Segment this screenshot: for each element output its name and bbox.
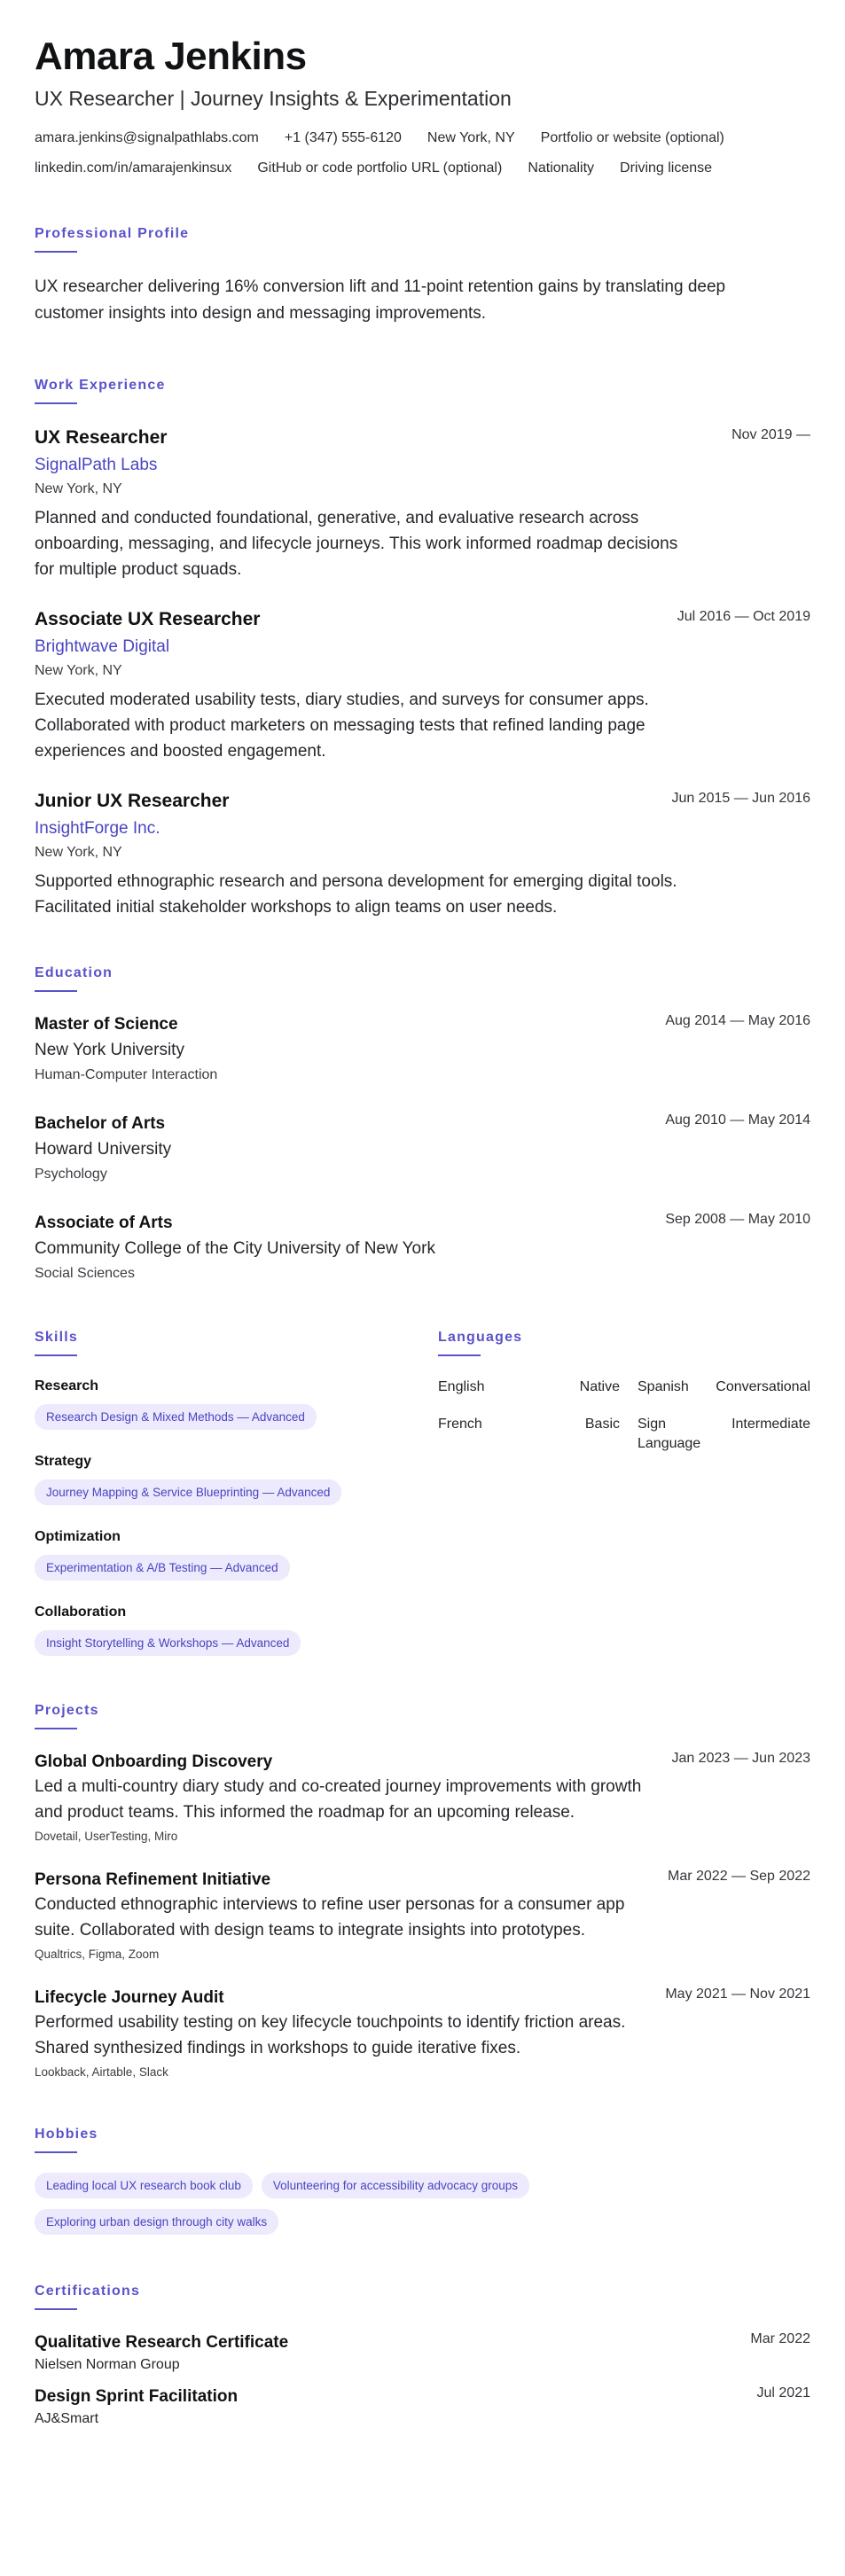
skill-group bbox=[35, 1453, 438, 1505]
profile-section bbox=[35, 225, 810, 327]
candidate-name: Amara Jenkins bbox=[35, 35, 307, 78]
job-description: Executed moderated usability tests, diary studies, and surveys for consumer apps. Collaborated with product marketers on messaging tests that refined landing page experiences and boosted engagement. bbox=[35, 691, 649, 761]
job-entry bbox=[35, 425, 810, 582]
section-rule bbox=[35, 1354, 77, 1356]
certification-issuer: AJ&Smart bbox=[35, 2411, 99, 2426]
education-school: Howard University bbox=[35, 1140, 172, 1159]
contact-email[interactable]: amara.jenkins@signalpathlabs.com bbox=[35, 130, 259, 145]
education-degree: Associate of Arts bbox=[35, 1214, 173, 1232]
language-level: Basic bbox=[584, 1417, 620, 1432]
contact-location: New York, NY bbox=[426, 130, 515, 145]
job-description: Supported ethnographic research and persona development for emerging digital tools. Facilitated initial stakeholder workshops to align teams on user needs. bbox=[35, 872, 677, 917]
skill-chip: Experimentation & A/B Testing — Advanced bbox=[35, 1555, 290, 1581]
hobby-chip: Exploring urban design through city walks bbox=[35, 2209, 278, 2235]
hobbies-section bbox=[35, 2126, 810, 2245]
section-title: Projects bbox=[35, 1703, 99, 1718]
education-school: New York University bbox=[35, 1041, 184, 1059]
languages-section bbox=[438, 1329, 810, 1656]
candidate-headline: UX Researcher | Journey Insights & Experimentation bbox=[35, 87, 512, 110]
language-name: Spanish bbox=[638, 1379, 689, 1394]
education-field: Human-Computer Interaction bbox=[35, 1067, 218, 1082]
certification-name: Design Sprint Facilitation bbox=[35, 2387, 239, 2406]
project-entry bbox=[35, 1987, 810, 2081]
skill-category: Optimization bbox=[35, 1529, 121, 1544]
education-date: Aug 2014 — May 2016 bbox=[665, 1013, 810, 1028]
job-title: Associate UX Researcher bbox=[35, 609, 261, 629]
contact-github[interactable]: GitHub or code portfolio URL (optional) bbox=[257, 160, 503, 176]
skill-category: Research bbox=[35, 1378, 99, 1393]
certification-name: Qualitative Research Certificate bbox=[35, 2333, 289, 2352]
section-title: Work Experience bbox=[35, 378, 166, 393]
job-date: Nov 2019 — bbox=[732, 427, 810, 442]
education-date: Sep 2008 — May 2010 bbox=[665, 1212, 810, 1227]
education-field: Psychology bbox=[35, 1167, 107, 1182]
job-description: Planned and conducted foundational, generative, and evaluative research across onboarding, messaging, and lifecycle journeys. This work informed roadmap decisions for multiple product squads. bbox=[35, 509, 678, 579]
job-location: New York, NY bbox=[35, 481, 122, 496]
project-entry bbox=[35, 1869, 810, 1963]
section-rule bbox=[35, 990, 77, 992]
language-level: Intermediate bbox=[732, 1417, 810, 1432]
language-name: English bbox=[438, 1379, 485, 1394]
hobby-chip: Leading local UX research book club bbox=[35, 2173, 253, 2198]
skill-chip: Insight Storytelling & Workshops — Advanced bbox=[35, 1630, 301, 1656]
job-title: Junior UX Researcher bbox=[35, 791, 230, 811]
section-title: Professional Profile bbox=[35, 226, 190, 241]
section-rule bbox=[35, 1728, 77, 1729]
contact-linkedin[interactable]: linkedin.com/in/amarajenkinsux bbox=[35, 160, 232, 176]
experience-section bbox=[35, 377, 810, 920]
education-date: Aug 2010 — May 2014 bbox=[665, 1112, 810, 1128]
project-date: May 2021 — Nov 2021 bbox=[665, 1987, 810, 2002]
project-tools: Qualtrics, Figma, Zoom bbox=[35, 1948, 160, 1961]
project-description: Performed usability testing on key lifecycle touchpoints to identify friction areas. Shared synthesized findings in workshops to guide iterative fixes. bbox=[35, 2013, 626, 2057]
section-rule bbox=[35, 251, 77, 253]
project-date: Mar 2022 — Sep 2022 bbox=[668, 1869, 810, 1884]
education-entry bbox=[35, 1212, 810, 1284]
skills-section bbox=[35, 1329, 438, 1656]
education-school: Community College of the City University of New York bbox=[35, 1239, 435, 1258]
skill-category: Strategy bbox=[35, 1454, 92, 1469]
project-description: Conducted ethnographic interviews to refine user personas for a consumer app suite. Collaborated with design teams to integrate insights into prototypes. bbox=[35, 1895, 625, 1940]
contact-phone[interactable]: +1 (347) 555-6120 bbox=[284, 130, 402, 145]
skill-group bbox=[35, 1528, 438, 1581]
section-rule bbox=[35, 2308, 77, 2310]
language-name: French bbox=[438, 1417, 482, 1432]
section-title: Skills bbox=[35, 1330, 79, 1345]
job-location: New York, NY bbox=[35, 845, 122, 860]
section-title: Hobbies bbox=[35, 2127, 98, 2142]
project-name: Persona Refinement Initiative bbox=[35, 1870, 271, 1889]
project-tools: Lookback, Airtable, Slack bbox=[35, 2065, 168, 2079]
skills-languages-row bbox=[35, 1329, 810, 1656]
skill-group bbox=[35, 1378, 438, 1430]
skill-chip: Journey Mapping & Service Blueprinting — Advanced bbox=[35, 1479, 341, 1505]
certification-date: Jul 2021 bbox=[756, 2385, 810, 2400]
certifications-section bbox=[35, 2283, 810, 2429]
contact-driving-license: Driving license bbox=[620, 160, 713, 176]
contact-portfolio[interactable]: Portfolio or website (optional) bbox=[540, 130, 724, 145]
education-degree: Master of Science bbox=[35, 1015, 178, 1034]
project-entry bbox=[35, 1751, 810, 1846]
project-date: Jan 2023 — Jun 2023 bbox=[671, 1751, 810, 1766]
contact-nationality: Nationality bbox=[528, 160, 595, 176]
job-entry bbox=[35, 607, 810, 764]
projects-section bbox=[35, 1702, 810, 2081]
project-name: Global Onboarding Discovery bbox=[35, 1752, 273, 1771]
project-description: Led a multi-country diary study and co-created journey improvements with growth and product teams. This informed the roadmap for an upcoming release. bbox=[35, 1777, 642, 1822]
job-company: SignalPath Labs bbox=[35, 456, 158, 474]
language-name: Sign Language bbox=[638, 1417, 701, 1451]
job-location: New York, NY bbox=[35, 663, 122, 678]
job-date: Jun 2015 — Jun 2016 bbox=[671, 791, 810, 806]
education-degree: Bachelor of Arts bbox=[35, 1114, 166, 1133]
languages-grid bbox=[438, 1378, 810, 1454]
education-field: Social Sciences bbox=[35, 1266, 135, 1281]
job-company: Brightwave Digital bbox=[35, 637, 170, 656]
section-rule bbox=[35, 2151, 77, 2153]
job-company: InsightForge Inc. bbox=[35, 819, 160, 838]
job-title: UX Researcher bbox=[35, 427, 168, 448]
skill-group bbox=[35, 1604, 438, 1656]
language-level: Native bbox=[579, 1379, 620, 1394]
certification-entry bbox=[35, 2331, 810, 2375]
section-title: Certifications bbox=[35, 2283, 141, 2299]
certification-date: Mar 2022 bbox=[750, 2331, 810, 2346]
language-level: Conversational bbox=[716, 1379, 810, 1394]
section-rule bbox=[35, 402, 77, 404]
hobby-list bbox=[35, 2173, 655, 2245]
education-entry bbox=[35, 1013, 810, 1086]
project-tools: Dovetail, UserTesting, Miro bbox=[35, 1830, 178, 1843]
profile-text: UX researcher delivering 16% conversion lift and 11-point retention gains by translating deep customer insights into design and messaging improvements. bbox=[35, 277, 726, 323]
resume-header bbox=[35, 34, 810, 177]
skill-chip: Research Design & Mixed Methods — Advanced bbox=[35, 1404, 317, 1430]
section-title: Education bbox=[35, 965, 113, 980]
hobby-chip: Volunteering for accessibility advocacy groups bbox=[262, 2173, 529, 2198]
job-entry bbox=[35, 789, 810, 920]
certification-issuer: Nielsen Norman Group bbox=[35, 2357, 180, 2372]
job-date: Jul 2016 — Oct 2019 bbox=[677, 609, 810, 624]
section-rule bbox=[438, 1354, 481, 1356]
education-entry bbox=[35, 1112, 810, 1185]
skill-category: Collaboration bbox=[35, 1604, 127, 1620]
contact-list bbox=[35, 129, 810, 177]
certification-entry bbox=[35, 2385, 810, 2429]
section-title: Languages bbox=[438, 1330, 523, 1345]
education-section bbox=[35, 964, 810, 1284]
project-name: Lifecycle Journey Audit bbox=[35, 1988, 224, 2007]
